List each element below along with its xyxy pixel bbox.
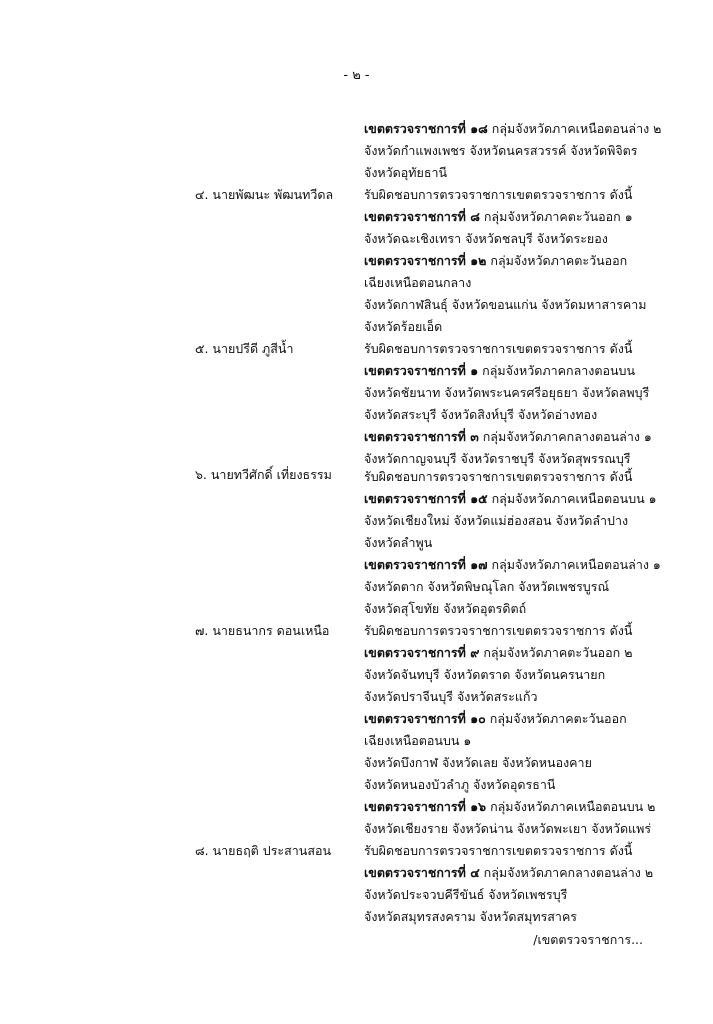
zone12-group: กลุ่มจังหวัดภาคตะวันออก [486,253,628,268]
person5-name: ๕. นายปรีดี ภูสีน้ำ [195,341,294,356]
page-number: - ๒ - [343,68,370,83]
person8-duty: รับผิดชอบการตรวจราชการเขตตรวจราชการ ดังนี้ [364,843,633,858]
zone15-provinces-1: จังหวัดเชียงใหม่ จังหวัดแม่ฮ่องสอน จังหวัดลำปาง [364,513,629,528]
zone3-line [364,429,652,445]
zone1-heading: เขตตรวจราชการที่ ๑ [364,363,479,378]
zone4-line [364,865,653,881]
zone15-provinces-2: จังหวัดลำพูน [364,535,433,550]
person7-duty: รับผิดชอบการตรวจราชการเขตตรวจราชการ ดังนี้ [364,623,633,638]
zone4-group: กลุ่มจังหวัดภาคกลางตอนล่าง ๒ [479,865,654,880]
zone15-line [364,491,657,507]
zone8-group: กลุ่มจังหวัดภาคตะวันออก ๑ [479,209,633,224]
zone10-provinces-2: จังหวัดหนองบัวลำภู จังหวัดอุดรธานี [364,777,556,792]
person6-name: ๖. นายทวีศักดิ์ เที่ยงธรรม [195,467,332,482]
zone9-group: กลุ่มจังหวัดภาคตะวันออก ๒ [479,645,633,660]
zone4-heading: เขตตรวจราชการที่ ๔ [364,865,480,880]
zone12-group-2: เฉียงเหนือตอนกลาง [364,275,472,290]
person8-name: ๘. นายธฤติ ประสานสอน [195,843,332,858]
zone9-provinces-2: จังหวัดปราจีนบุรี จังหวัดสระแก้ว [364,689,538,704]
zone15-group: กลุ่มจังหวัดภาคเหนือตอนบน ๑ [487,491,657,506]
zone17-provinces-2: จังหวัดสุโขทัย จังหวัดอุตรดิตถ์ [364,601,527,616]
zone10-line [364,711,627,727]
zone3-provinces: จังหวัดกาญจนบุรี จังหวัดราชบุรี จังหวัดสุพรรณบุรี [364,451,631,466]
zone17-line [364,557,661,573]
zone12-heading: เขตตรวจราชการที่ ๑๒ [364,253,487,268]
zone9-line [364,645,632,661]
zone16-heading: เขตตรวจราชการที่ ๑๖ [364,799,487,814]
zone4-provinces-2: จังหวัดสมุทรสงคราม จังหวัดสมุทรสาคร [364,909,578,924]
zone8-heading: เขตตรวจราชการที่ ๘ [364,209,480,224]
zone1-provinces-1: จังหวัดชัยนาท จังหวัดพระนครศรีอยุธยา จังหวัดลพบุรี [364,385,650,400]
person7-name: ๗. นายธนากร ดอนเหนือ [195,623,330,638]
zone16-group: กลุ่มจังหวัดภาคเหนือตอนบน ๒ [486,799,656,814]
person6-duty: รับผิดชอบการตรวจราชการเขตตรวจราชการ ดังนี้ [364,469,633,484]
zone18-heading: เขตตรวจราชการที่ ๑๘ [364,121,488,136]
zone1-group: กลุ่มจังหวัดภาคกลางตอนบน [478,363,636,378]
zone18-group: กลุ่มจังหวัดภาคเหนือตอนล่าง ๒ [487,121,662,136]
zone18-provinces-2: จังหวัดอุทัยธานี [364,165,448,180]
zone12-provinces-2: จังหวัดร้อยเอ็ด [364,319,443,334]
zone10-group-2: เฉียงเหนือตอนบน ๑ [364,733,472,748]
zone10-heading: เขตตรวจราชการที่ ๑๐ [364,711,486,726]
zone8-provinces: จังหวัดฉะเชิงเทรา จังหวัดชลบุรี จังหวัดระยอง [364,231,608,246]
zone1-line [364,363,635,379]
zone17-group: กลุ่มจังหวัดภาคเหนือตอนล่าง ๑ [487,557,661,572]
zone1-provinces-2: จังหวัดสระบุรี จังหวัดสิงห์บุรี จังหวัดอ่างทอง [364,407,598,422]
zone18-line1 [364,121,661,137]
zone15-heading: เขตตรวจราชการที่ ๑๕ [364,491,488,506]
zone12-provinces-1: จังหวัดกาฬสินธุ์ จังหวัดขอนแก่น จังหวัดมหาสารคาม [364,297,647,312]
person4-name: ๔. นายพัฒนะ พัฒนทวีดล [195,187,334,202]
zone17-heading: เขตตรวจราชการที่ ๑๗ [364,557,488,572]
zone12-line [364,253,627,269]
zone17-provinces-1: จังหวัดตาก จังหวัดพิษณุโลก จังหวัดเพชรบูรณ์ [364,579,610,594]
zone9-provinces-1: จังหวัดจันทบุรี จังหวัดตราด จังหวัดนครนายก [364,667,606,682]
zone18-provinces-1: จังหวัดกำแพงเพชร จังหวัดนครสวรรค์ จังหวัดพิจิตร [364,143,638,158]
zone9-heading: เขตตรวจราชการที่ ๙ [364,645,480,660]
zone16-provinces: จังหวัดเชียงราย จังหวัดน่าน จังหวัดพะเยา จังหวัดแพร่ [364,821,652,836]
zone3-heading: เขตตรวจราชการที่ ๓ [364,429,479,444]
zone3-group: กลุ่มจังหวัดภาคกลางตอนล่าง ๑ [478,429,652,444]
zone8-line [364,209,633,225]
person4-duty: รับผิดชอบการตรวจราชการเขตตรวจราชการ ดังนี้ [364,187,633,202]
zone10-group: กลุ่มจังหวัดภาคตะวันออก [485,711,627,726]
zone10-provinces-1: จังหวัดบึงกาฬ จังหวัดเลย จังหวัดหนองคาย [364,755,592,770]
person5-duty: รับผิดชอบการตรวจราชการเขตตรวจราชการ ดังนี้ [364,341,633,356]
zone16-line [364,799,655,815]
zone4-provinces-1: จังหวัดประจวบคีรีขันธ์ จังหวัดเพชรบุรี [364,887,568,902]
continuation-note: /เขตตรวจราชการ... [533,932,643,947]
